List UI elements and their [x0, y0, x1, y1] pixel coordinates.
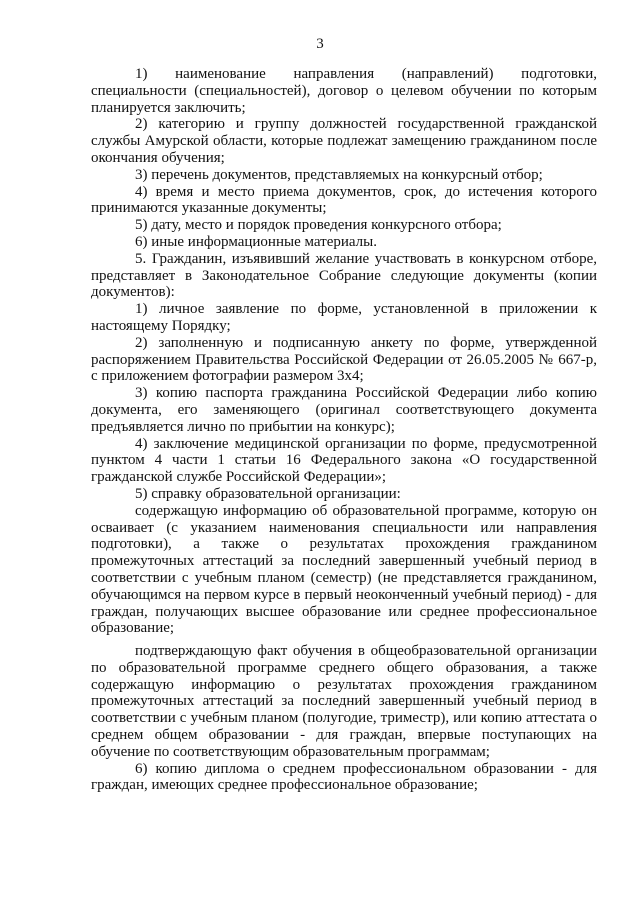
item-1-direction-of-training: 1) наименование направления (направлений) подготовки, специальности (специальностей), договор о целевом обучении по которым планируется заключить; — [91, 66, 597, 116]
doc-5-education-certificate: 5) справку образовательной организации: — [135, 485, 401, 502]
item-2-civil-service-category: 2) категорию и группу должностей государственной гражданской службы Амурской области, которые подлежат замещению гражданином после окончания обучения; — [91, 116, 597, 166]
item-4-time-and-place: 4) время и место приема документов, срок, до истечения которого принимаются указанные документы; — [91, 183, 597, 217]
item-5-date-and-procedure: 5) дату, место и порядок проведения конкурсного отбора; — [135, 217, 502, 234]
page-number: 3 — [316, 36, 324, 52]
doc-3-passport: 3) копию паспорта гражданина Российской Федерации либо копию документа, его заменяющего (оригинал соответствующего документа предъявляется лично по прибытии на конкурс); — [91, 385, 597, 435]
doc-5-school-subitem: подтверждающую факт обучения в общеобразовательной организации по образовательной программе среднего общего образования, а также содержащую информацию о результатах прохождения гражданином промежуточных аттестаций за последний завершенный учебный период в соответствии с учебным планом (полугодие, триместр), или копию аттестата о среднем общем образовании - для граждан, впервые поступающих на обучение по соответствующим образовательным программам; — [91, 643, 597, 760]
item-6-other-materials: 6) иные информационные материалы. — [135, 233, 377, 250]
doc-1-application: 1) личное заявление по форме, установленной в приложении к настоящему Порядку; — [91, 301, 597, 334]
doc-5-higher-education-subitem: содержащую информацию об образовательной программе, которую он осваивает (с указанием наименования специальности или направления подготовки), а также о результатах прохождения гражданином промежуточных аттестаций за последний завершенный учебный период в соответствии с учебным планом (семестр) (не представляется гражданином, обучающимся на первом курсе в первый неоконченный учебный период) - для граждан, получающих высшее образование или среднее профессиональное образование; — [91, 502, 597, 637]
clause-5-intro: 5. Гражданин, изъявивший желание участвовать в конкурсном отборе, представляет в Законодательное Собрание следующие документы (копии документов): — [91, 250, 597, 301]
document-body — [91, 66, 597, 794]
doc-4-medical-conclusion: 4) заключение медицинской организации по форме, предусмотренной пунктом 4 части 1 статьи 16 Федерального закона «О государственной гражданской службе Российской Федерации»; — [91, 435, 597, 486]
doc-2-questionnaire: 2) заполненную и подписанную анкету по форме, утвержденной распоряжением Правительства Российской Федерации от 26.05.2005 № 667-р, с приложением фотографии размером 3х4; — [91, 334, 597, 385]
doc-6-diploma: 6) копию диплома о среднем профессиональном образовании - для граждан, имеющих среднее профессиональное образование; — [91, 760, 597, 794]
item-3-document-list: 3) перечень документов, представляемых на конкурсный отбор; — [135, 166, 543, 183]
